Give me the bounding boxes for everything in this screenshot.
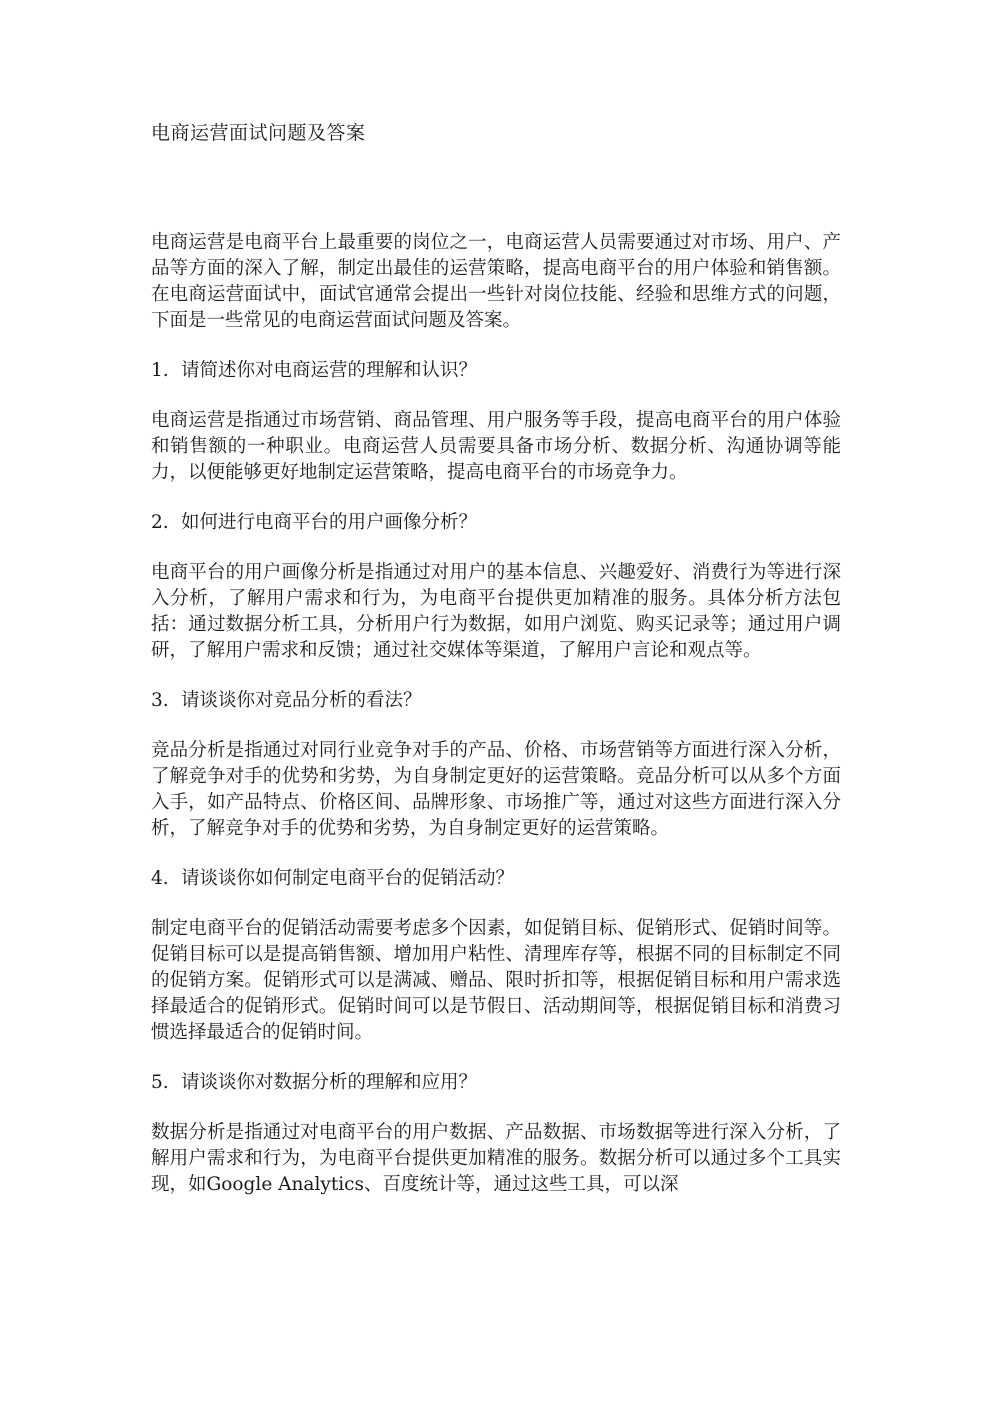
question-text: 请谈谈你对数据分析的理解和应用？ xyxy=(181,1072,478,1093)
qa-item-1 xyxy=(151,358,841,486)
answer-3: 竞品分析是指通过对同行业竞争对手的产品、价格、市场营销等方面进行深入分析，了解竞争对手的优势和劣势，为自身制定更好的运营策略。竞品分析可以从多个方面入手，如产品特点、价格区间、品牌形象、市场推广等，通过对这些方面进行深入分析，了解竞争对手的优势和劣势，为自身制定更好的运营策略。 xyxy=(151,740,841,839)
intro-paragraph: 电商运营是电商平台上最重要的岗位之一，电商运营人员需要通过对市场、用户、产品等方面的深入了解，制定出最佳的运营策略，提高电商平台的用户体验和销售额。在电商运营面试中，面试官通常会提出一些针对岗位技能、经验和思维方式的问题，下面是一些常见的电商运营面试问题及答案。 xyxy=(151,232,841,331)
answer-5: 数据分析是指通过对电商平台的用户数据、产品数据、市场数据等进行深入分析，了解用户需求和行为，为电商平台提供更加精准的服务。数据分析可以通过多个工具实现，如Google Analytics、百度统计等，通过这些工具，可以深 xyxy=(151,1122,841,1195)
question-number: 3. xyxy=(151,690,169,711)
question-number: 2. xyxy=(151,512,169,533)
answer-2: 电商平台的用户画像分析是指通过对用户的基本信息、兴趣爱好、消费行为等进行深入分析，了解用户需求和行为，为电商平台提供更加精准的服务。具体分析方法包括：通过数据分析工具，分析用户行为数据，如用户浏览、购买记录等；通过用户调研，了解用户需求和反馈；通过社交媒体等渠道，了解用户言论和观点等。 xyxy=(151,562,841,661)
question-text: 如何进行电商平台的用户画像分析？ xyxy=(181,512,478,533)
question-text: 请谈谈你对竞品分析的看法？ xyxy=(181,690,422,711)
qa-item-3 xyxy=(151,688,841,842)
qa-item-2 xyxy=(151,510,841,664)
question-1 xyxy=(151,358,841,384)
question-2 xyxy=(151,510,841,536)
question-text: 请谈谈你如何制定电商平台的促销活动？ xyxy=(181,868,515,889)
document-body xyxy=(151,230,841,1222)
question-4 xyxy=(151,866,841,892)
question-number: 1. xyxy=(151,360,169,381)
qa-item-4 xyxy=(151,866,841,1046)
question-5 xyxy=(151,1070,841,1096)
question-number: 5. xyxy=(151,1072,169,1093)
question-number: 4. xyxy=(151,868,169,889)
question-text: 请简述你对电商运营的理解和认识？ xyxy=(181,360,478,381)
answer-1: 电商运营是指通过市场营销、商品管理、用户服务等手段，提高电商平台的用户体验和销售额的一种职业。电商运营人员需要具备市场分析、数据分析、沟通协调等能力，以便能够更好地制定运营策略，提高电商平台的市场竞争力。 xyxy=(151,410,841,483)
qa-item-5 xyxy=(151,1070,841,1198)
question-3 xyxy=(151,688,841,714)
document-title: 电商运营面试问题及答案 xyxy=(151,122,366,144)
answer-4: 制定电商平台的促销活动需要考虑多个因素，如促销目标、促销形式、促销时间等。促销目标可以是提高销售额、增加用户粘性、清理库存等，根据不同的目标制定不同的促销方案。促销形式可以是满减、赠品、限时折扣等，根据促销目标和用户需求选择最适合的促销形式。促销时间可以是节假日、活动期间等，根据促销目标和消费习惯选择最适合的促销时间。 xyxy=(151,918,841,1043)
